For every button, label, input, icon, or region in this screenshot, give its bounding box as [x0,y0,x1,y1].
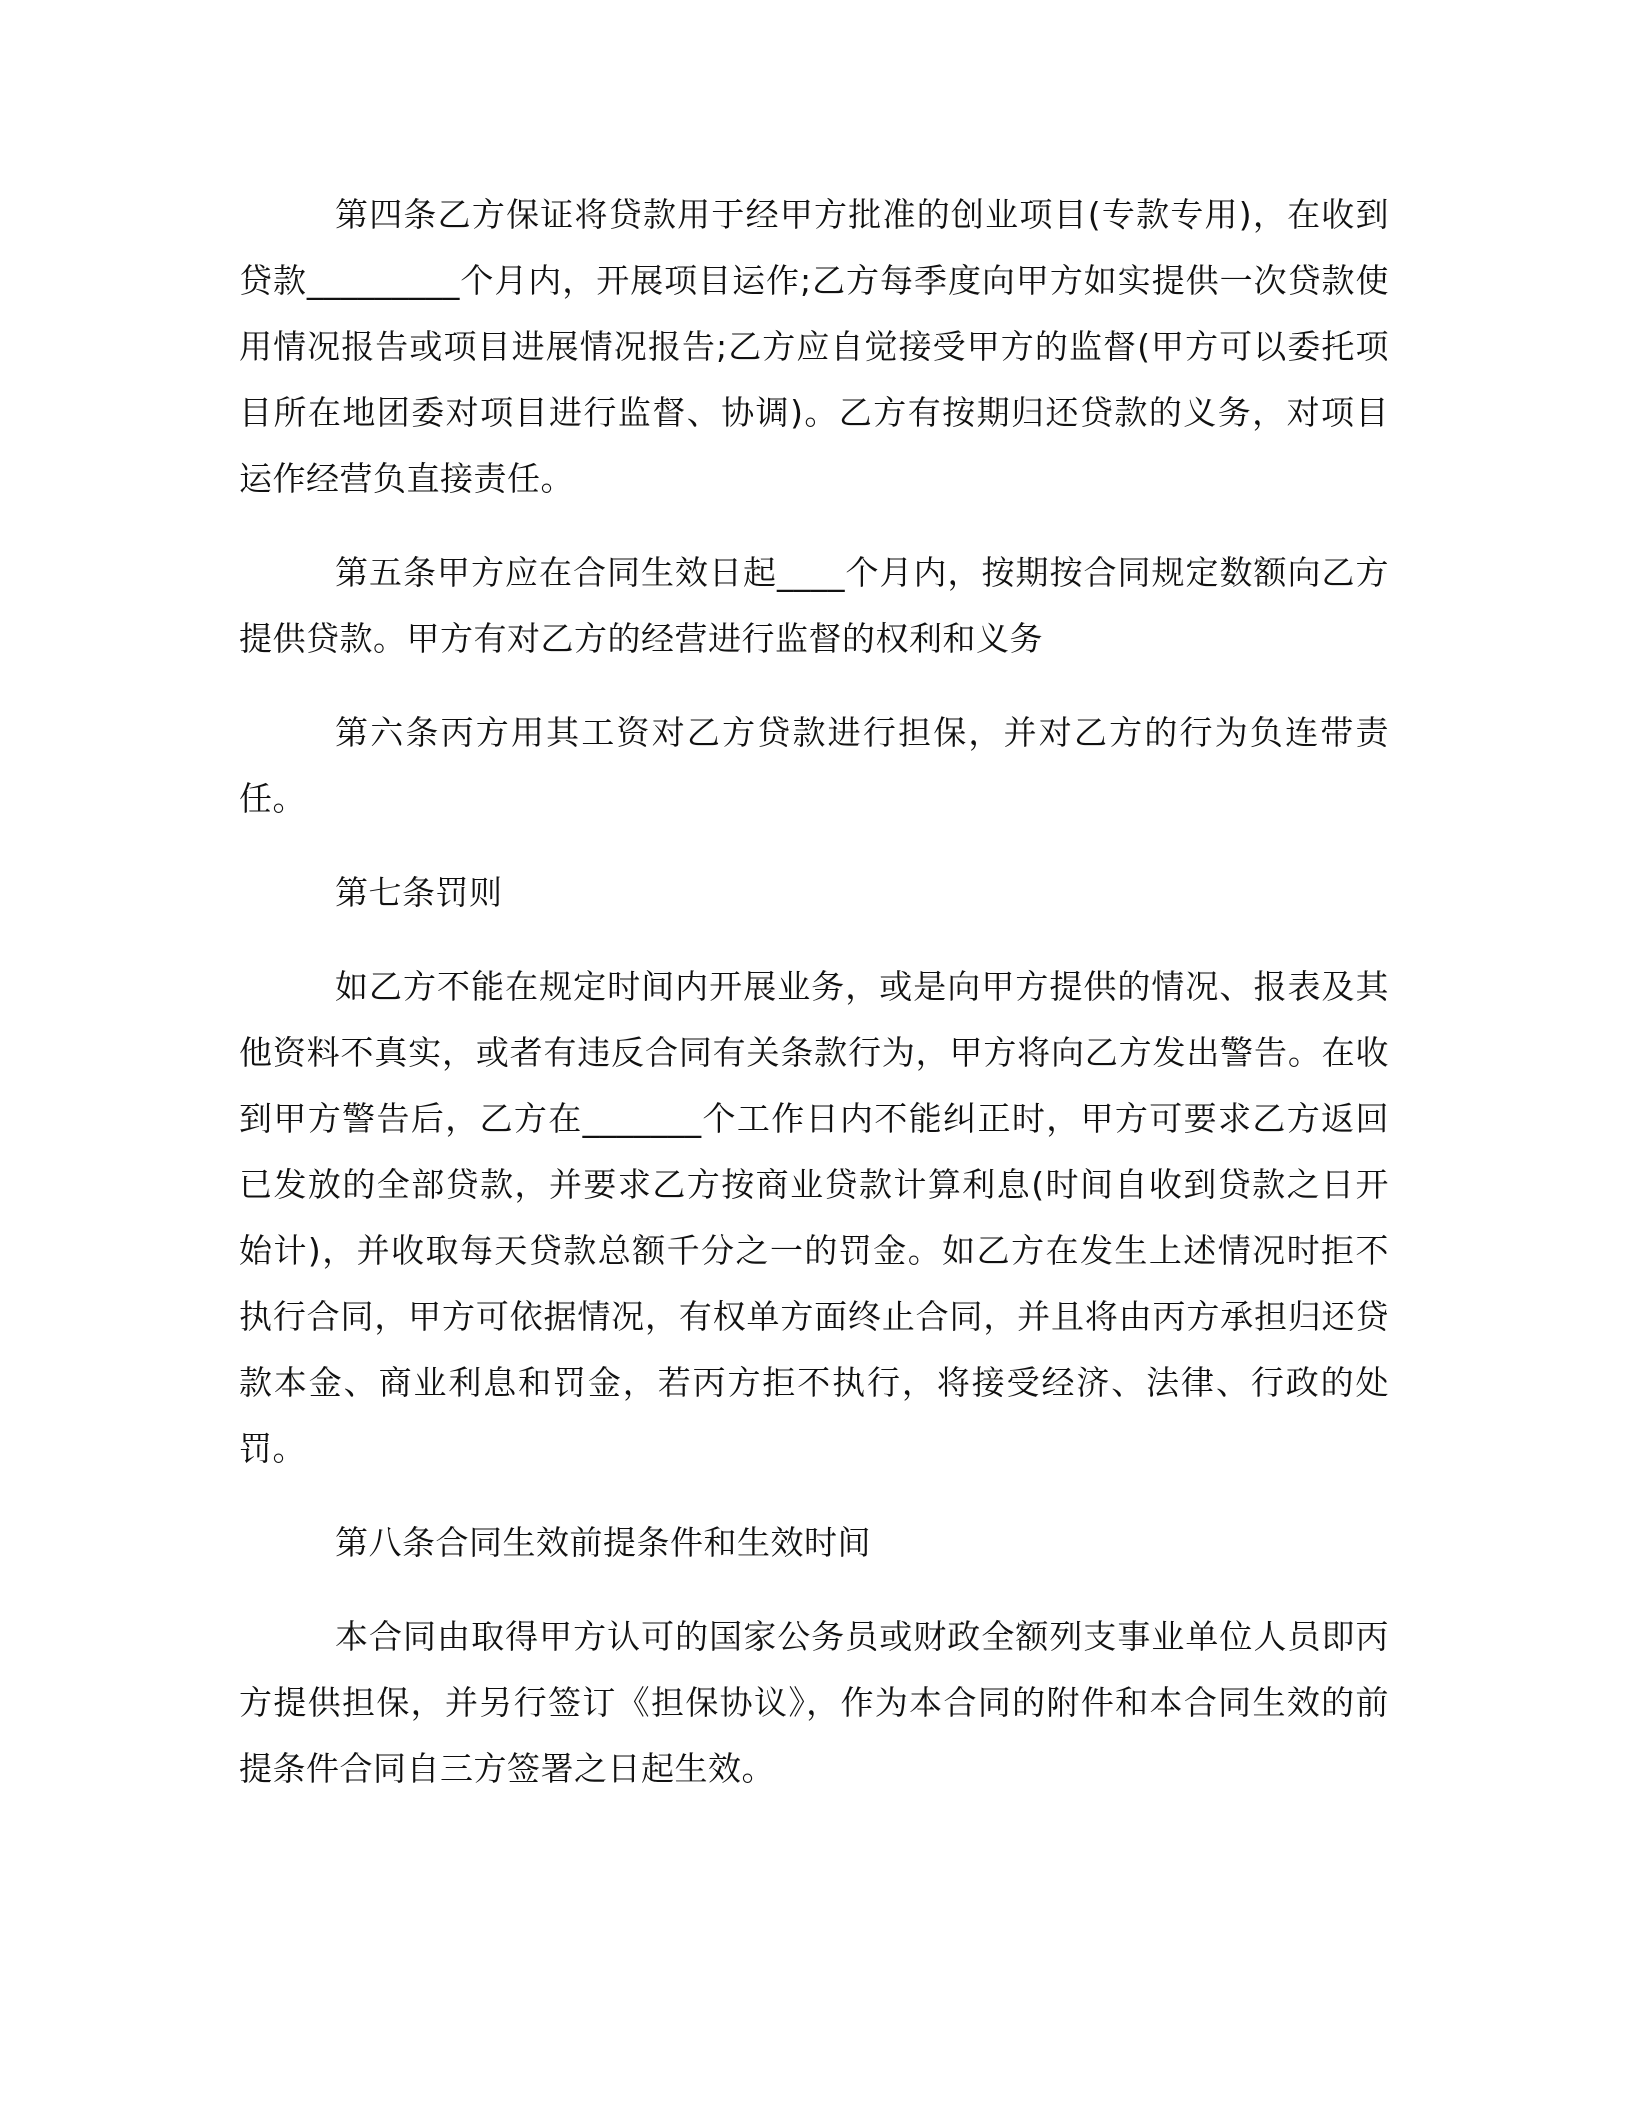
article-7-paragraph: 如乙方不能在规定时间内开展业务，或是向甲方提供的情况、报表及其他资料不真实，或者有违反合同有关条款行为，甲方将向乙方发出警告。在收到甲方警告后，乙方在_______个工作日内不能纠正时，甲方可要求乙方返回已发放的全部贷款，并要求乙方按商业贷款计算利息(时间自收到贷款之日开始计)，并收取每天贷款总额千分之一的罚金。如乙方在发生上述情况时拒不执行合同，甲方可依据情况，有权单方面终止合同，并且将由丙方承担归还贷款本金、商业利息和罚金，若丙方拒不执行，将接受经济、法律、行政的处罚。 [239,967,1389,1468]
article-7-heading: 第七条罚则 [335,873,503,912]
article-6-paragraph: 第六条丙方用其工资对乙方贷款进行担保，并对乙方的行为负连带责任。 [239,713,1389,818]
article-5-paragraph: 第五条甲方应在合同生效日起____个月内，按期按合同规定数额向乙方提供贷款。甲方有对乙方的经营进行监督的权利和义务 [239,553,1389,658]
document-body [239,182,1389,1830]
article-4-paragraph: 第四条乙方保证将贷款用于经甲方批准的创业项目(专款专用)，在收到贷款_________个月内，开展项目运作;乙方每季度向甲方如实提供一次贷款使用情况报告或项目进展情况报告;乙方应自觉接受甲方的监督(甲方可以委托项目所在地团委对项目进行监督、协调)。乙方有按期归还贷款的义务，对项目运作经营负直接责任。 [239,195,1389,498]
article-8-heading: 第八条合同生效前提条件和生效时间 [335,1523,871,1562]
article-8-paragraph: 本合同由取得甲方认可的国家公务员或财政全额列支事业单位人员即丙方提供担保，并另行签订《担保协议》，作为本合同的附件和本合同生效的前提条件合同自三方签署之日起生效。 [239,1617,1389,1788]
